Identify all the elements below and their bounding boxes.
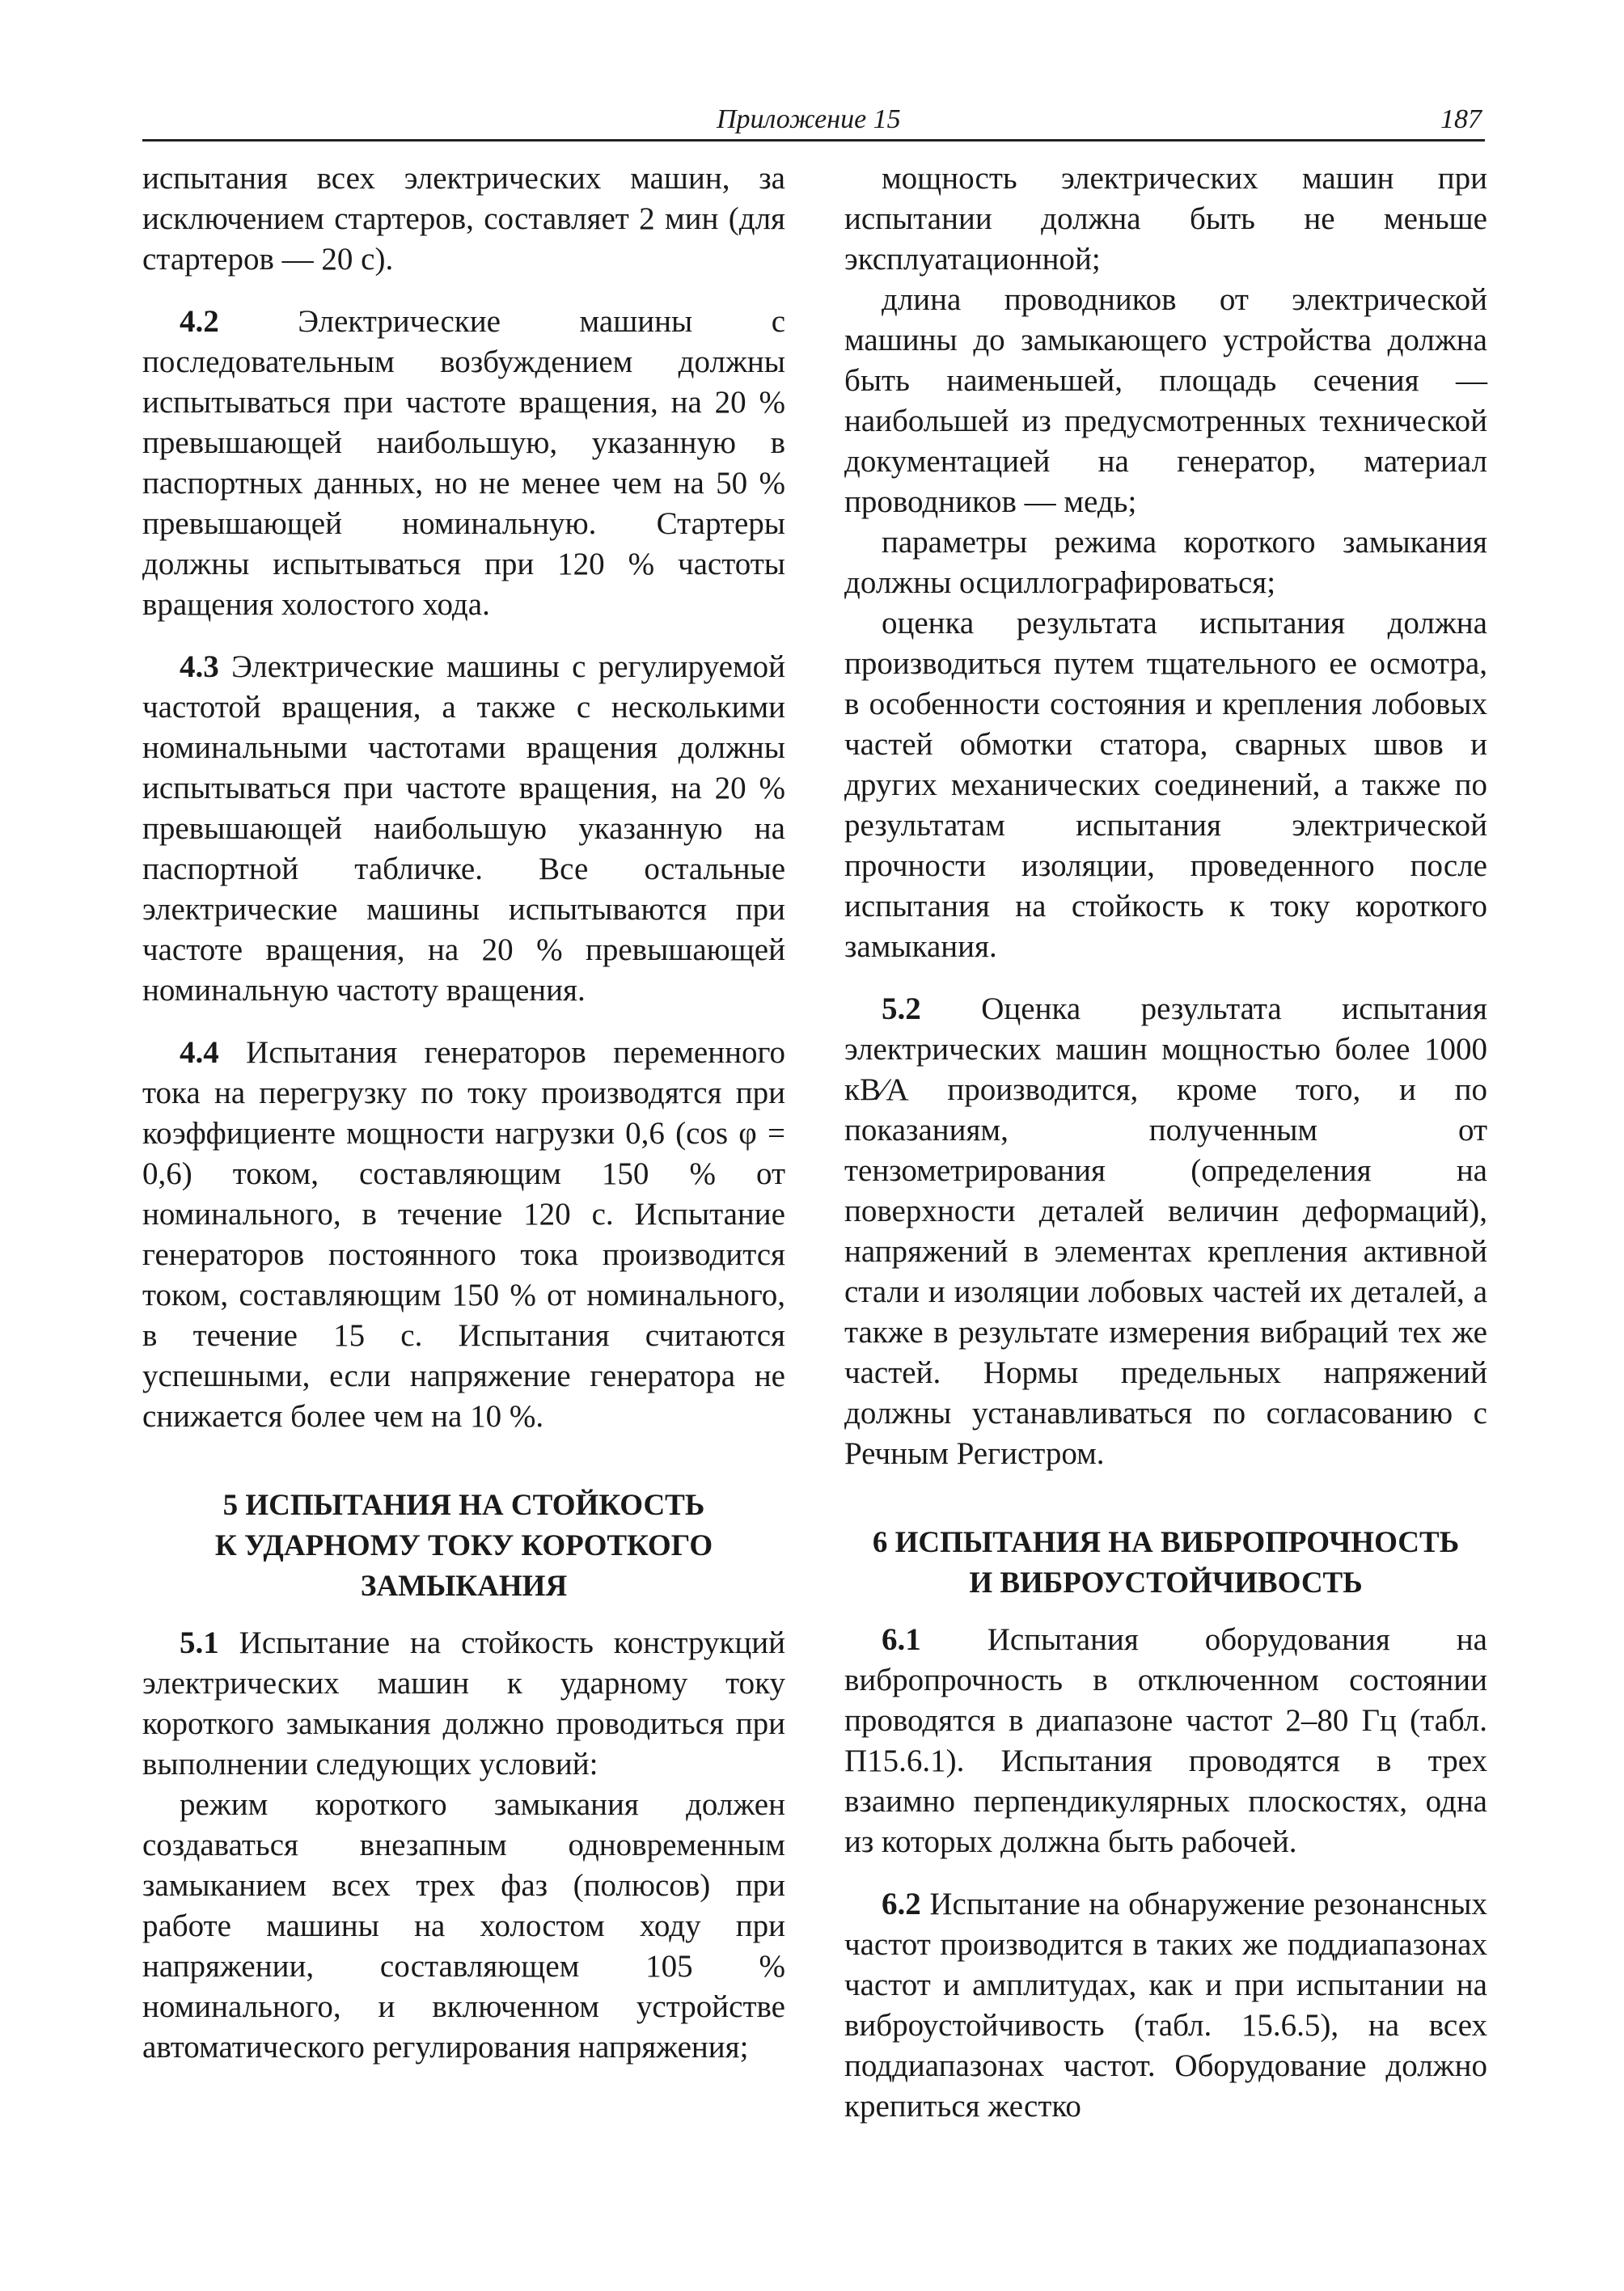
paragraph-4-4 — [142, 1033, 785, 1437]
paragraph-6-2 — [844, 1884, 1487, 2127]
clause-number: 4.3 — [180, 649, 219, 684]
paragraph-eval: оценка результата испытания должна производиться путем тщательного ее осмотра, в особенности состояния и крепления лобовых частей обмотки статора, сварных швов и других механических соединений, а также по результатам испытания электрической прочности изоляции, проведенного после испытания на стойкость к току короткого замыкания. — [844, 606, 1487, 964]
clause-text: Оценка результата испытания электрических машин мощностью более 1000 кВ∕А производится, кроме того, и по показаниям, полученным от тензометрирования (определения на поверхности деталей величин деформаций), напряжений в элементах крепления активной стали и изоляции лобовых частей их деталей, а также в результате измерения вибраций тех же частей. Нормы предельных напряжений должны устанавливаться по согласованию с Речным Регистром. — [844, 991, 1487, 1471]
clause-number: 6.2 — [882, 1887, 921, 1921]
paragraph-5-2 — [844, 989, 1487, 1474]
paragraph-length: длина проводников от электрической машины до замыкающего устройства должна быть наименьшей, площадь сечения — наибольшей из предусмотренных технической документацией на генератор, материал проводников — медь; — [844, 282, 1487, 519]
paragraph-6-1 — [844, 1620, 1487, 1862]
running-header — [142, 100, 1485, 142]
clause-number: 4.2 — [180, 304, 219, 339]
right-column — [844, 159, 1487, 2127]
section-6-heading — [844, 1523, 1487, 1604]
clause-text: Электрические машины с последовательным возбуждением должны испытываться при частоте вращения, на 20 % превышающей наибольшую, указанную в паспортных данных, но не менее чем на 50 % превышающей номинальную. Стартеры должны испытываться при 120 % частоты вращения холостого хода. — [142, 304, 785, 622]
paragraph-power: мощность электрических машин при испытании должна быть не меньше эксплуатационной; — [844, 161, 1487, 277]
clause-text: Испытания генераторов переменного тока на перегрузку по току производятся при коэффициенте мощности нагрузки 0,6 (cos φ = 0,6) током, составляющим 150 % от номинального, в течение 120 с. Испытание генераторов постоянного тока производится током, составляющим 150 % от номинального, в течение 15 с. Испытания считаются успешными, если напряжение генератора не снижается более чем на 10 %. — [142, 1035, 785, 1434]
paragraph-intro: испытания всех электрических машин, за исключением стартеров, составляет 2 мин (для стартеров — 20 с). — [142, 161, 785, 277]
paragraph-4-2 — [142, 302, 785, 625]
clause-text: Испытание на стойкость конструкций электрических машин к ударному току короткого замыкания должно проводиться при выполнении следующих условий: — [142, 1625, 785, 1782]
paragraph-mode: режим короткого замыкания должен создаваться внезапным одновременным замыканием всех трех фаз (полюсов) при работе машины на холостом ходу при напряжении, составляющем 105 % номинального, и включенном устройстве автоматического регулирования напряжения; — [142, 1787, 785, 2065]
clause-number: 5.2 — [882, 991, 921, 1026]
clause-text: Испытания оборудования на вибропрочность в отключенном состоянии проводятся в диапазоне частот 2–80 Гц (табл. П15.6.1). Испытания проводятся в трех взаимно перпендикулярных плоскостях, одна из которых должна быть рабочей. — [844, 1622, 1487, 1859]
heading-line: ЗАМЫКАНИЯ — [360, 1570, 568, 1603]
clause-number: 5.1 — [180, 1625, 219, 1660]
clause-number: 4.4 — [180, 1035, 219, 1070]
paragraph-5-1 — [142, 1623, 785, 1785]
heading-line: И ВИБРОУСТОЙЧИВОСТЬ — [969, 1566, 1363, 1600]
clause-text: Электрические машины с регулируемой частотой вращения, а также с несколькими номинальными частотами вращения должны испытываться при частоте вращения, на 20 % превышающей наибольшую указанную на паспортной табличке. Все остальные электрические машины испытываются при частоте вращения, на 20 % превышающей номинальную частоту вращения. — [142, 649, 785, 1008]
heading-line: К УДАРНОМУ ТОКУ КОРОТКОГО — [214, 1529, 713, 1562]
section-5-heading — [142, 1486, 785, 1607]
heading-line: 6 ИСПЫТАНИЯ НА ВИБРОПРОЧНОСТЬ — [872, 1526, 1460, 1559]
page-number: 187 — [1440, 104, 1482, 134]
left-column — [142, 159, 785, 2068]
paragraph-params: параметры режима короткого замыкания должны осциллографироваться; — [844, 525, 1487, 600]
paragraph-4-3 — [142, 647, 785, 1011]
running-title: Приложение 15 — [717, 104, 901, 134]
clause-number: 6.1 — [882, 1622, 921, 1657]
heading-line: 5 ИСПЫТАНИЯ НА СТОЙКОСТЬ — [222, 1489, 705, 1522]
clause-text: Испытание на обнаружение резонансных частот производится в таких же поддиапазонах частот и амплитудах, как и при испытании на виброустойчивость (табл. 15.6.5), на всех поддиапазонах частот. Оборудование должно крепиться жестко — [844, 1887, 1487, 2124]
